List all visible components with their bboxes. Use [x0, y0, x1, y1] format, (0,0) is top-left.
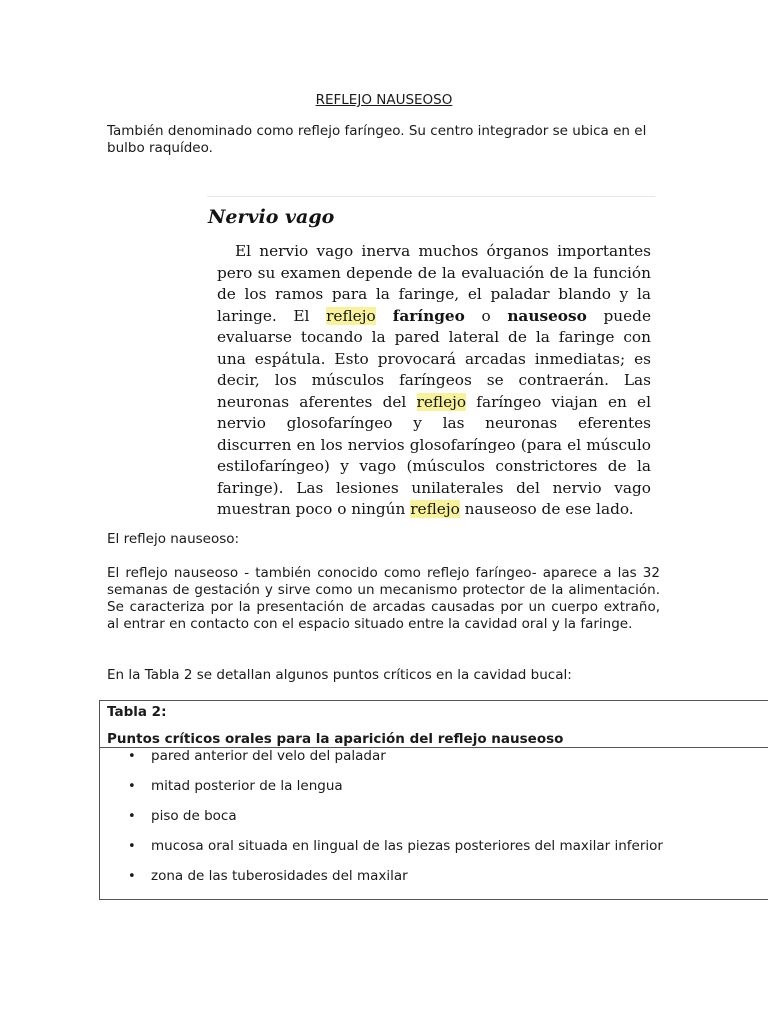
critical-points-table [99, 700, 768, 900]
bullet-icon: • [128, 869, 136, 884]
excerpt-heading: Nervio vago [208, 206, 335, 228]
book-excerpt-image [207, 196, 655, 521]
list-item-text: mitad posterior de la lengua [151, 778, 343, 794]
bullet-icon: • [128, 779, 136, 794]
table-caption: Puntos críticos orales para la aparición del reflejo nauseoso [107, 731, 564, 747]
list-item-text: piso de boca [151, 808, 237, 824]
list-item-text: zona de las tuberosidades del maxilar [151, 868, 408, 884]
intro-paragraph: También denominado como reflejo faríngeo. Su centro integrador se ubica en el bulbo raquídeo. [107, 123, 647, 156]
table-intro-text: En la Tabla 2 se detallan algunos puntos críticos en la cavidad bucal: [107, 667, 572, 683]
section-subheading: El reflejo nauseoso: [107, 531, 240, 547]
bold-term: faríngeo [375, 306, 465, 325]
excerpt-body [217, 241, 655, 521]
highlighted-word: reflejo [410, 500, 460, 518]
highlighted-word: reflejo [326, 306, 376, 325]
table-label: Tabla 2: [107, 704, 167, 720]
table-header [100, 701, 768, 748]
body-paragraph: El reflejo nauseoso - también conocido como reflejo faríngeo- aparece a las 32 semanas de gestación y sirve como un mecanismo protector de la alimentación. Se caracteriza por la presentación de arcadas causadas por un cuerpo extraño, al entrar en contacto con el espacio situado entre la cavidad oral y la faringe. [107, 565, 660, 632]
list-item [100, 838, 768, 868]
list-item-text: mucosa oral situada en lingual de las piezas posteriores del maxilar inferior [151, 838, 663, 854]
list-item [100, 748, 768, 778]
list-item-text: pared anterior del velo del paladar [151, 748, 386, 764]
bold-term: nauseoso [507, 306, 587, 325]
excerpt-text: o [464, 306, 508, 325]
document-title: REFLEJO NAUSEOSO [315, 92, 453, 108]
list-item [100, 808, 768, 838]
excerpt-text: faríngeo viajan en el nervio glosofaríngeo y las neuronas eferentes discurren en los nervios glosofaríngeo (para el músculo estilofaríngeo) y vago (músculos constrictores de la faringe). Las lesiones unilaterales del nervio vago muestran poco o ningún [217, 392, 651, 518]
bullet-icon: • [128, 809, 136, 824]
excerpt-text: puede evaluarse tocando la pared lateral de la faringe con una espátula. Esto provocará arcadas inmediatas; es decir, los músculos faríngeos se contraerán. Las neuronas aferentes del [217, 306, 652, 411]
list-item [100, 778, 768, 808]
critical-points-list [100, 748, 768, 898]
bullet-icon: • [128, 839, 136, 854]
excerpt-text: nauseoso de ese lado. [459, 500, 634, 518]
excerpt-text: El nervio vago inerva muchos órganos importantes pero su examen depende de la evaluación de la función de los ramos para la faringe, el paladar blando y la laringe. El [217, 242, 651, 325]
list-item [100, 868, 768, 898]
bullet-icon: • [128, 749, 136, 764]
highlighted-word: reflejo [416, 392, 467, 411]
